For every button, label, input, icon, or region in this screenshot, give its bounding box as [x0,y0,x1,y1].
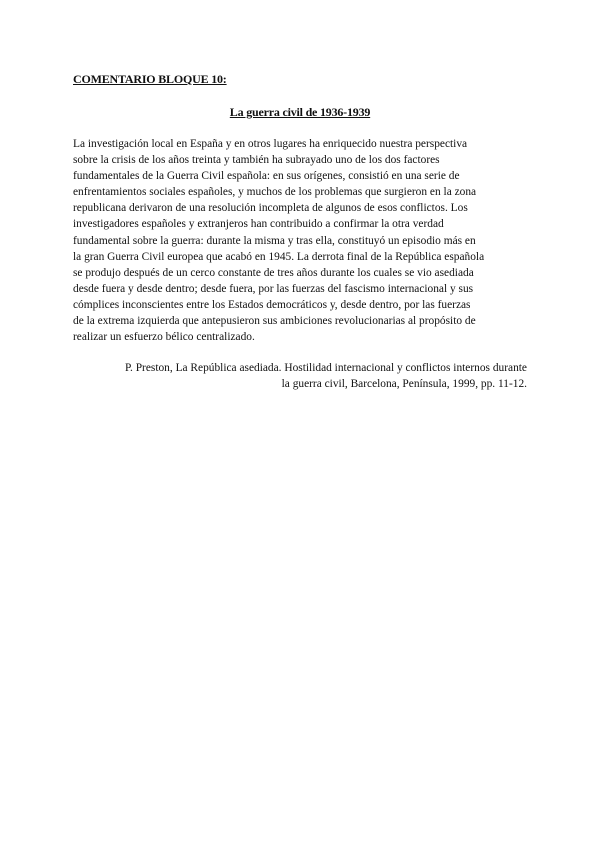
body-paragraph [73,136,533,345]
body-line: sobre la crisis de los años treinta y también ha subrayado uno de los dos factores [73,154,440,167]
citation-line: la guerra civil, Barcelona, Península, 1999, pp. 11-12. [281,378,527,391]
body-line: La investigación local en España y en otros lugares ha enriquecido nuestra perspectiva [73,138,468,150]
citation [67,360,527,392]
citation-line: P. Preston, La República asediada. Hostilidad internacional y conflictos internos durante [124,362,527,374]
body-line: republicana derivaron de una resolución incompleta de algunos de esos conflictos. Los [73,202,468,215]
body-line: realizar un esfuerzo bélico centralizado. [73,331,255,344]
body-line: investigadores españoles y extranjeros han contribuido a confirmar la otra verdad [73,218,444,231]
body-line: cómplices inconscientes entre los Estados democráticos y, desde dentro, por las fuerzas [73,298,471,311]
document-title: La guerra civil de 1936-1939 [229,105,371,119]
body-line: desde fuera y desde dentro; desde fuera, por las fuerzas del fascismo internacional y sus [73,282,474,295]
document-heading: COMENTARIO BLOQUE 10: [73,72,227,86]
body-line: la gran Guerra Civil europea que acabó en 1945. La derrota final de la República española [73,250,485,263]
body-line: enfrentamientos sociales españoles, y muchos de los problemas que surgieron en la zona [73,186,477,199]
body-line: de la extrema izquierda que antepusieron sus ambiciones revolucionarias al propósito de [73,315,476,328]
body-line: se produjo después de un cerco constante de tres años durante los cuales se vio asediada [73,266,474,279]
body-line: fundamentales de la Guerra Civil española: en sus orígenes, consistió en una serie de [73,170,460,183]
body-line: fundamental sobre la guerra: durante la misma y tras ella, constituyó un episodio más en [73,234,476,247]
